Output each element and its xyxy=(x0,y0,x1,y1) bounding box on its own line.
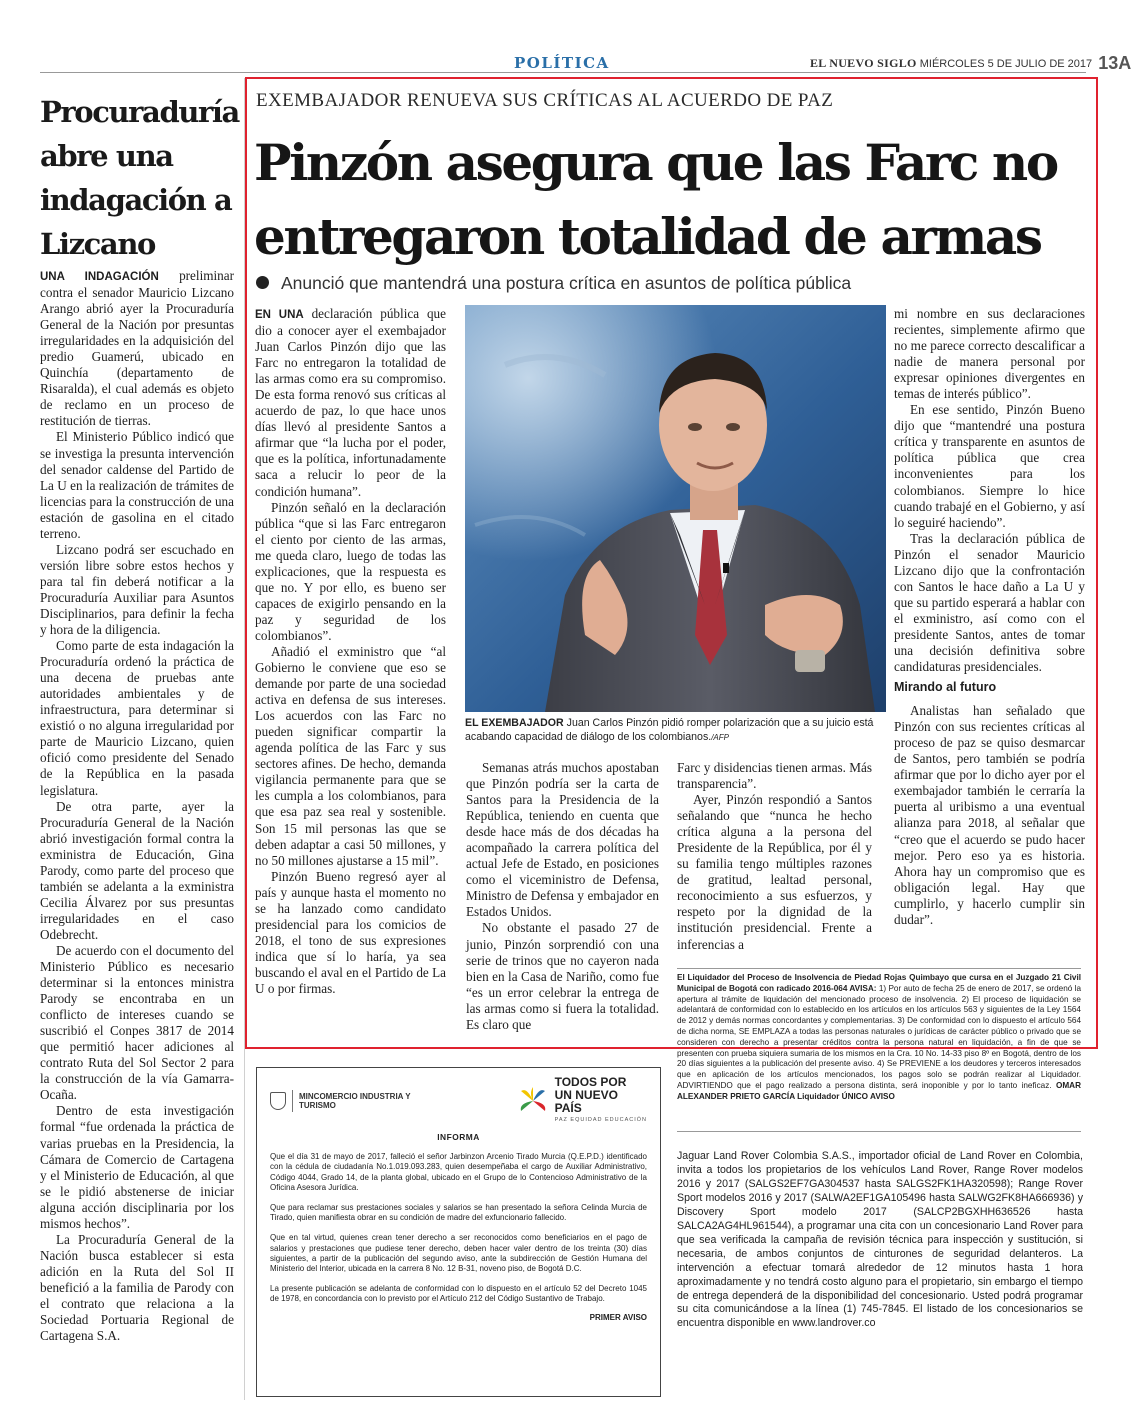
ad-footer: PRIMER AVISO xyxy=(589,1312,647,1322)
article-paragraph: Farc y disidencias tienen armas. Más transparencia”. xyxy=(677,760,872,792)
article-headline xyxy=(254,126,1074,274)
mincomercio-notice xyxy=(256,1067,661,1397)
article-paragraph: EN UNA declaración pública que dio a conocer ayer el exembajador Juan Carlos Pinzón dijo que las Farc no entregaron la totalidad de las armas como era su compromiso. De esta forma renovó sus críticas al acuerdo de paz, lo que hace unos días llevó al presidente Santos a afirmar que “la lucha por el poder, que es la política, infortunadamente saca a relucir lo peor de la condición humana”. xyxy=(255,306,446,499)
flower-icon xyxy=(517,1085,549,1117)
article-paragraph: Pinzón Bueno regresó ayer al país y aunque hasta el momento no se ha lanzado como candidato presidencial para los comicios de 2018, el tono de sus expresiones indica que sí lo haría, ya sea buscando el aval en el Partido de La U o por firmas. xyxy=(255,868,446,996)
landrover-notice: Jaguar Land Rover Colombia S.A.S., importador oficial de Land Rover en Colombia, invita a todos los propietarios de los vehículos Land Rover, Range Rover modelos 2016 y 2017 (SALGS2EF7GA304537 hasta SALGS2FK1HA320598); Range Rover Sport modelos 2016 y 2017 (SALWA2EF1GA105496 hasta SALWG2FK8HA666936) y Discovery Sport modelo 2017 (SALCP2BGXHH636526 hasta SALCA2AG4HL961544), a programar una cita con un concesionario Land Rover para que sea verificada la campaña de revisión técnica para inspección y sustitución, si necesaria, de ambos conjuntos de cinturones de seguridad delanteros. La intervención a efectuar tomará alrededor de 12 minutos hasta 1 hora aproximadamente y no tendrá costo alguno para el propietario, sin embargo el tiempo de entrega dependerá de la disponibilidad del concesionario. Usted podrá programar su cita comunicándose a la línea (1) 745-7845. El listado de los concesionarios se encuentra disponible en www.landrover.co xyxy=(677,1150,1083,1330)
article-paragraph: Ayer, Pinzón respondió a Santos señalando que “nunca he hecho crítica alguna a la persona del Presidente de la República, por él y su familia tengo múltiples razones de gratitud, lealtad personal, reconocimiento a sus esfuerzos, y respeto por la dignidad de la institución presidencial. Frente a inferencias a xyxy=(677,792,872,952)
column-divider xyxy=(244,78,245,1400)
article-column-1 xyxy=(255,306,446,997)
header-rule xyxy=(40,72,1086,73)
article-paragraph: Añadió el exministro que “al Gobierno le conviene que eso se demande por parte de una sociedad activa en defensa de sus intereses. Los acuerdos con las Farc no pueden significar compartir la agenda política de las Farc y sus sectores afines. De hecho, demanda vigilancia permanente para que se les cumpla a los colombianos, para que esa paz sea real y sostenible. Son 15 mil personas las que se deben adaptar a casi 50 millones, y no 50 millones ajustarse a 15 mil”. xyxy=(255,643,446,868)
article-paragraph: Pinzón señaló en la declaración pública “que si las Farc entregaron el ciento por ciento de las armas, me queda claro, luego de todas las explicaciones, que la respuesta es que no. Y por ello, es bueno ser capaces de exigirlo pensando en la paz y seguridad de los colombianos”. xyxy=(255,499,446,643)
ad-paragraph: Que el día 31 de mayo de 2017, falleció el señor Jarbinzon Arcenio Tirado Murcia (Q.E.P.D.) identificado con la cédula de ciudadanía No.1.019.093.283, quien desempeñaba el cargo de Auxiliar Administrativo, Código 4044, Grado 14, de la planta global, ubicado en el Grupo de lo Contencioso Administrativo de la Oficina Asesora Jurídica. xyxy=(270,1152,647,1192)
masthead-strip xyxy=(810,53,1131,74)
article-paragraph: mi nombre en sus declaraciones recientes, simplemente afirmo que no me parece correcto descalificar a nadie de manera personal por expresar opiniones divergentes en temas de interés público”. xyxy=(894,306,1085,402)
bullet-icon xyxy=(256,276,269,289)
coat-of-arms-icon xyxy=(270,1092,286,1110)
ad-paragraph: Que para reclamar sus prestaciones sociales y salarios se han presentado la señora Celinda Murcia de Tirado, quien manifiesta obrar en su condición de madre del exfuncionario fallecido. xyxy=(270,1203,647,1223)
article-column-4 xyxy=(894,306,1085,928)
article-lead: EN UNA xyxy=(255,309,304,321)
side-article-paragraph: Como parte de esta indagación la Procuraduría ordenó la práctica de una decena de pruebas ante autoridades ambientales y de infraestructura, para determinar si existió o no alguna irregularidad por parte de Mauricio Lizcano, quien ofició como presidente del Senado de la República en la pasada legislatura. xyxy=(40,638,234,798)
side-article-paragraph: De otra parte, ayer la Procuraduría General de la Nación abrió investigación formal contra la exministra de Educación, Gina Parody, como parte del proceso que también se adelanta a la exministra Cecilia Álvarez por sus presuntas irregularidades en el caso Odebrecht. xyxy=(40,798,234,942)
section-label: POLÍTICA xyxy=(514,54,610,72)
article-column-2 xyxy=(466,760,659,1033)
article-kicker: EXEMBAJADOR RENUEVA SUS CRÍTICAS AL ACUERDO DE PAZ xyxy=(256,90,834,111)
side-article-body xyxy=(40,268,234,1344)
liquidator-notice: El Liquidador del Proceso de Insolvencia de Piedad Rojas Quimbayo que cursa en el Juzgado 21 Civil Municipal de Bogotá con radicado 2016-064 AVISA: 1) Por auto de fecha 25 de enero de 2017, se ordenó la apertura al trámite de liquidación del mencionado proceso de insolvencia. 2) El proceso de liquidación se adelantará de conformidad con lo establecido en los artículos en los artículos 563 y siguientes de la Ley 1564 de 2012 y demás normas concordantes y complementarias. 3) De conformidad con lo dispuesto el artículo 564 de dicha norma, SE EMPLAZA a todas las personas naturales o jurídicas de carácter público o privado que se consideren con derecho a presentar créditos contra la persona natural en liquidación, a fin de que se presenten con prueba siquiera sumaria de los mismos en la Cra. 10 No. 14-33 piso 8º en Bogotá, dentro de los 20 días siguientes a la publicación del presente aviso. 4) Se PREVIENE a los deudores y terceros interesados que en aplicación de los artículos mencionados, los pagos solo se podrán realizar al Liquidador. ADVIRTIENDO que el pago realizado a persona distinta, será inoponible y por lo tanto ineficaz. OMAR ALEXANDER PRIETO GARCÍA Liquidador ÚNICO AVISO xyxy=(677,968,1081,1132)
ad-logos xyxy=(270,1075,647,1124)
article-paragraph: En ese sentido, Pinzón Bueno dijo que “mantendré una postura crítica y transparente en asuntos de política pública que crea inconvenientes para los colombianos. Siempre lo hice cuando trabajé en el Gobierno, y así lo seguiré haciendo”. xyxy=(894,402,1085,530)
article-deck: Anunció que mantendrá una postura crítica en asuntos de política pública xyxy=(256,273,851,294)
photo-caption: EL EXEMBAJADOR Juan Carlos Pinzón pidió romper polarización que a su juicio está acabando capacidad de diálogo de los colombianos./AFP xyxy=(465,717,874,743)
article-column-3 xyxy=(677,760,872,953)
article-paragraph: Tras la declaración pública de Pinzón el senador Mauricio Lizcano dijo que la confrontación con Santos le hace daño a La U y que su partido esperará a hablar con el exministro, así como con el presidente Santos, antes de tomar una decisión definitiva sobre candidaturas presidenciales. xyxy=(894,530,1085,675)
issue-date: MIÉRCOLES 5 DE JULIO DE 2017 xyxy=(919,58,1093,70)
notice-signature: OMAR ALEXANDER PRIETO GARCÍA Liquidador ÚNICO AVISO xyxy=(677,1080,1081,1101)
article-paragraph: No obstante el pasado 27 de junio, Pinzón sorprendió con una serie de trinos que no cayeron nada bien en la Casa de Nariño, como fue “es un error celebrar la entrega de las armas como si fuera la totalidad. Es claro que xyxy=(466,920,659,1032)
article-subhead: Mirando al futuro xyxy=(894,680,997,695)
article-paragraph: Analistas han señalado que Pinzón con sus recientes críticas al proceso de paz se quiso desmarcar de Santos, pero también se podría afirmar que por lo dicho ayer por el exembajador también le cerraría la puerta al uribismo a una eventual alianza para 2018, al señalar que “creo que el acuerdo se pudo hacer mejor. Pero eso ya es historia. Ahora hay un compromiso que es obligación legal. Hay que cumplirlo, y hacerlo cumplir sin dudar”. xyxy=(894,703,1085,927)
headline-line: Pinzón asegura que las Farc no xyxy=(254,133,1057,192)
ad-title: INFORMA xyxy=(437,1132,480,1142)
side-article-lead: UNA INDAGACIÓN xyxy=(40,271,159,283)
page-number: 13A xyxy=(1098,53,1131,73)
article-paragraph: Semanas atrás muchos apostaban que Pinzón podría ser la carta de Santos para la Presidencia de la República, teniendo en cuenta que desde hace más de dos décadas ha acompañado la carrera política del actual Jefe de Estado, en posiciones como el viceministro de Defensa, Ministro de Defensa y embajador en Estados Unidos. xyxy=(466,760,659,920)
speaker-photo xyxy=(465,305,886,712)
side-article-paragraph: El Ministerio Público indicó que se investiga la presunta intervención del senador caldense del Partido de La U en la realización de trámites de licencias para la construcción de una estación de gasolina en el citado terreno. xyxy=(40,429,234,541)
notice-heading: El Liquidador del Proceso de Insolvencia de Piedad Rojas Quimbayo que cursa en el Juzgado 21 Civil Municipal de Bogotá con radicado 2016-064 AVISA: xyxy=(677,973,1081,993)
headline-line: entregaron totalidad de armas xyxy=(254,207,1041,266)
side-article-headline: Procuraduría abre una indagación a Lizcano xyxy=(40,95,239,261)
side-article-paragraph: La Procuraduría General de la Nación busca establecer si esta adición en la Ruta del Sol II benefició a la familia de Parody con el contrato que relaciona a la Sociedad Portuaria Regional de Cartagena S.A. xyxy=(40,1231,234,1344)
article-photo xyxy=(465,305,886,712)
photo-credit: /AFP xyxy=(711,733,729,742)
caption-label: EL EXEMBAJADOR xyxy=(465,717,564,729)
newspaper-name: EL NUEVO SIGLO xyxy=(810,56,917,70)
side-article-paragraph: Lizcano podrá ser escuchado en versión libre sobre estos hechos y para tal fin deberá notificar a la Procuraduría Auxiliar para Asuntos Disciplinarios, para definir la fecha y hora de la diligencia. xyxy=(40,541,234,638)
mincomercio-logo: MINCOMERCIO INDUSTRIA Y TURISMO xyxy=(270,1090,419,1112)
side-article-paragraph: UNA INDAGACIÓN preliminar contra el senador Mauricio Lizcano Arango abrió ayer la Procuraduría General de la Nación por presuntas irregularidades en la adquisición del predio Guamerú, ubicado en Quinchía (departamento de Risaralda), el cual además es objeto de reclamo en un proceso de restitución de tierras. xyxy=(40,268,234,429)
ad-paragraph: La presente publicación se adelanta de conformidad con lo dispuesto en el artículo 52 del Decreto 1045 de 1978, en concordancia con lo previsto por el Artículo 212 del Código Sustantivo de Trabajo. xyxy=(270,1284,647,1304)
todos-por-un-nuevo-pais-logo: TODOS POR UN NUEVO PAÍS PAZ EQUIDAD EDUCACIÓN xyxy=(517,1076,647,1125)
side-article-paragraph: Dentro de esta investigación formal “fue ordenada la práctica de varias pruebas en la Presidencia, la Cámara de Comercio de Cartagena y el Ministerio de Educación, al que se le pidió abstenerse de iniciar alguna acción disciplinaria por los mismos hechos”. xyxy=(40,1103,234,1231)
side-article-paragraph: De acuerdo con el documento del Ministerio Público es necesario determinar si la entonces ministra Parody se encontraba en un conflicto de intereses cuando se suscribió el Conpes 3817 de 2014 que permitió hacer adiciones al contrato Ruta del Sol Sector 2 para la construcción de la vía Gamarra-Ocaña. xyxy=(40,942,234,1103)
ad-paragraph: Que en tal virtud, quienes crean tener derecho a ser reconocidos como beneficiarios en el pago de salarios y prestaciones que pudiese tener derecho, deben hacer valer dentro de los treinta (30) días siguientes, a partir de la publicación del segundo aviso, ante la subdirección de Gestión Humana del Ministerio del Interior, ubicada en la carrera 8 No. 12 B-31, noveno piso, de Bogotá D.C. xyxy=(270,1233,647,1274)
